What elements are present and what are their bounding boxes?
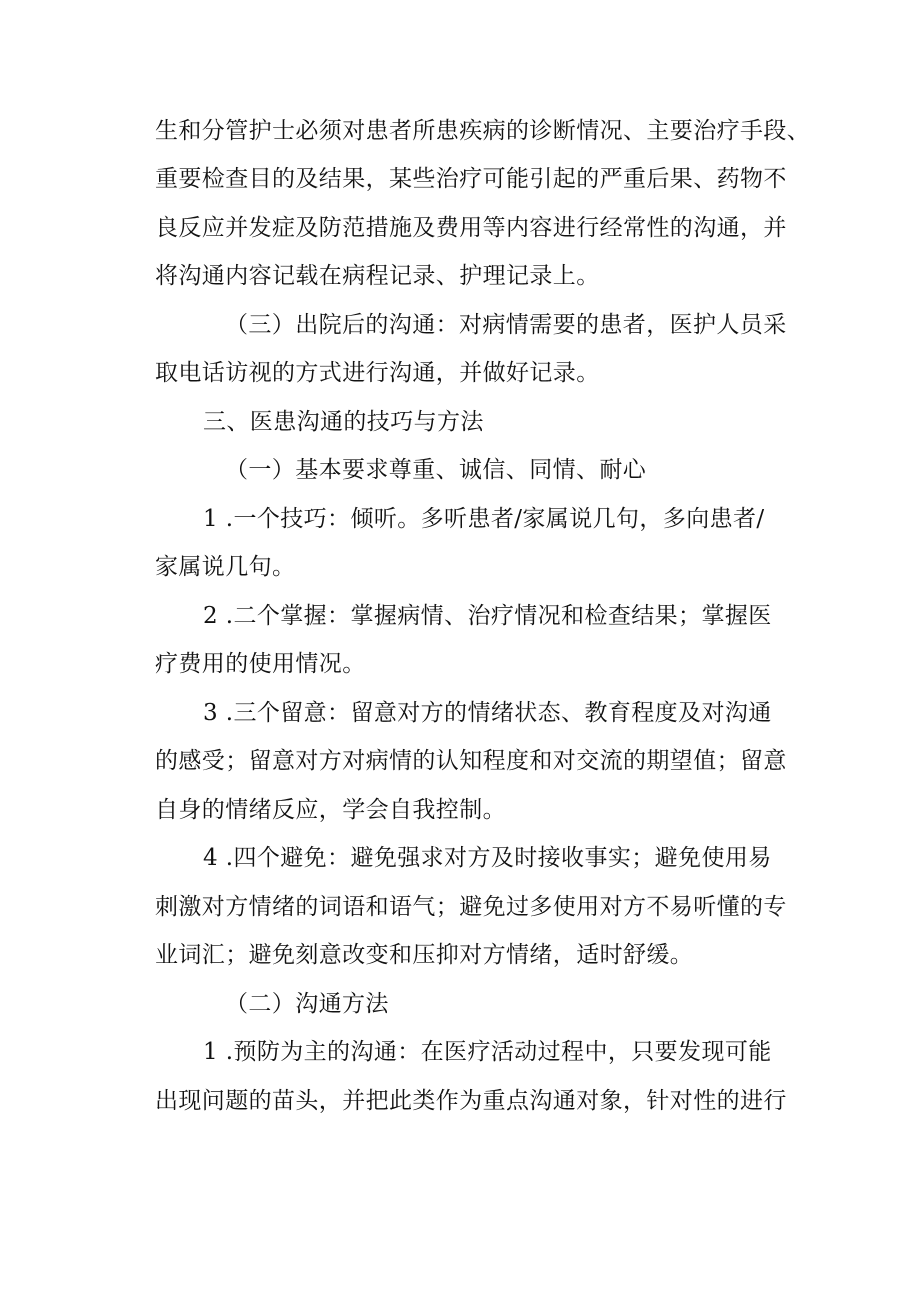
text-line: 良反应并发症及防范措施及费用等内容进行经常性的沟通，并 — [155, 215, 787, 241]
section-heading: 三、医患沟通的技巧与方法 — [203, 409, 484, 435]
text-line: 重要检查目的及结果，某些治疗可能引起的严重后果、药物不 — [155, 166, 787, 192]
text-line: 4 .四个避免：避免强求对方及时接收事实；避免使用易 — [203, 845, 772, 871]
text-line: 自身的情绪反应，学会自我控制。 — [155, 797, 506, 823]
text-line: 业词汇；避免刻意改变和压抑对方情绪，适时舒缓。 — [155, 942, 694, 968]
text-line: 家属说几句。 — [155, 554, 296, 580]
text-line: 取电话访视的方式进行沟通，并做好记录。 — [155, 360, 600, 386]
text-line: 1 .预防为主的沟通：在医疗活动过程中，只要发现可能 — [203, 1039, 772, 1065]
subsection-heading: （一）基本要求尊重、诚信、同情、耐心 — [225, 457, 647, 483]
text-line: 3 .三个留意：留意对方的情绪状态、教育程度及对沟通 — [203, 700, 772, 726]
text-line: （三）出院后的沟通：对病情需要的患者，医护人员采 — [225, 312, 787, 338]
subsection-heading: （二）沟通方法 — [225, 991, 389, 1017]
text-line: 1 .一个技巧：倾听。多听患者/家属说几句，多向患者/ — [203, 506, 765, 532]
text-line: 2 .二个掌握：掌握病情、治疗情况和检查结果；掌握医 — [203, 603, 772, 629]
text-line: 刺激对方情绪的词语和语气；避免过多使用对方不易听懂的专 — [155, 894, 787, 920]
text-line: 将沟通内容记载在病程记录、护理记录上。 — [155, 263, 600, 289]
text-line: 生和分管护士必须对患者所患疾病的诊断情况、主要治疗手段、 — [155, 118, 811, 144]
text-line: 出现问题的苗头，并把此类作为重点沟通对象，针对性的进行 — [155, 1088, 787, 1114]
text-line: 的感受；留意对方对病情的认知程度和对交流的期望值；留意 — [155, 748, 787, 774]
text-line: 疗费用的使用情况。 — [155, 651, 366, 677]
